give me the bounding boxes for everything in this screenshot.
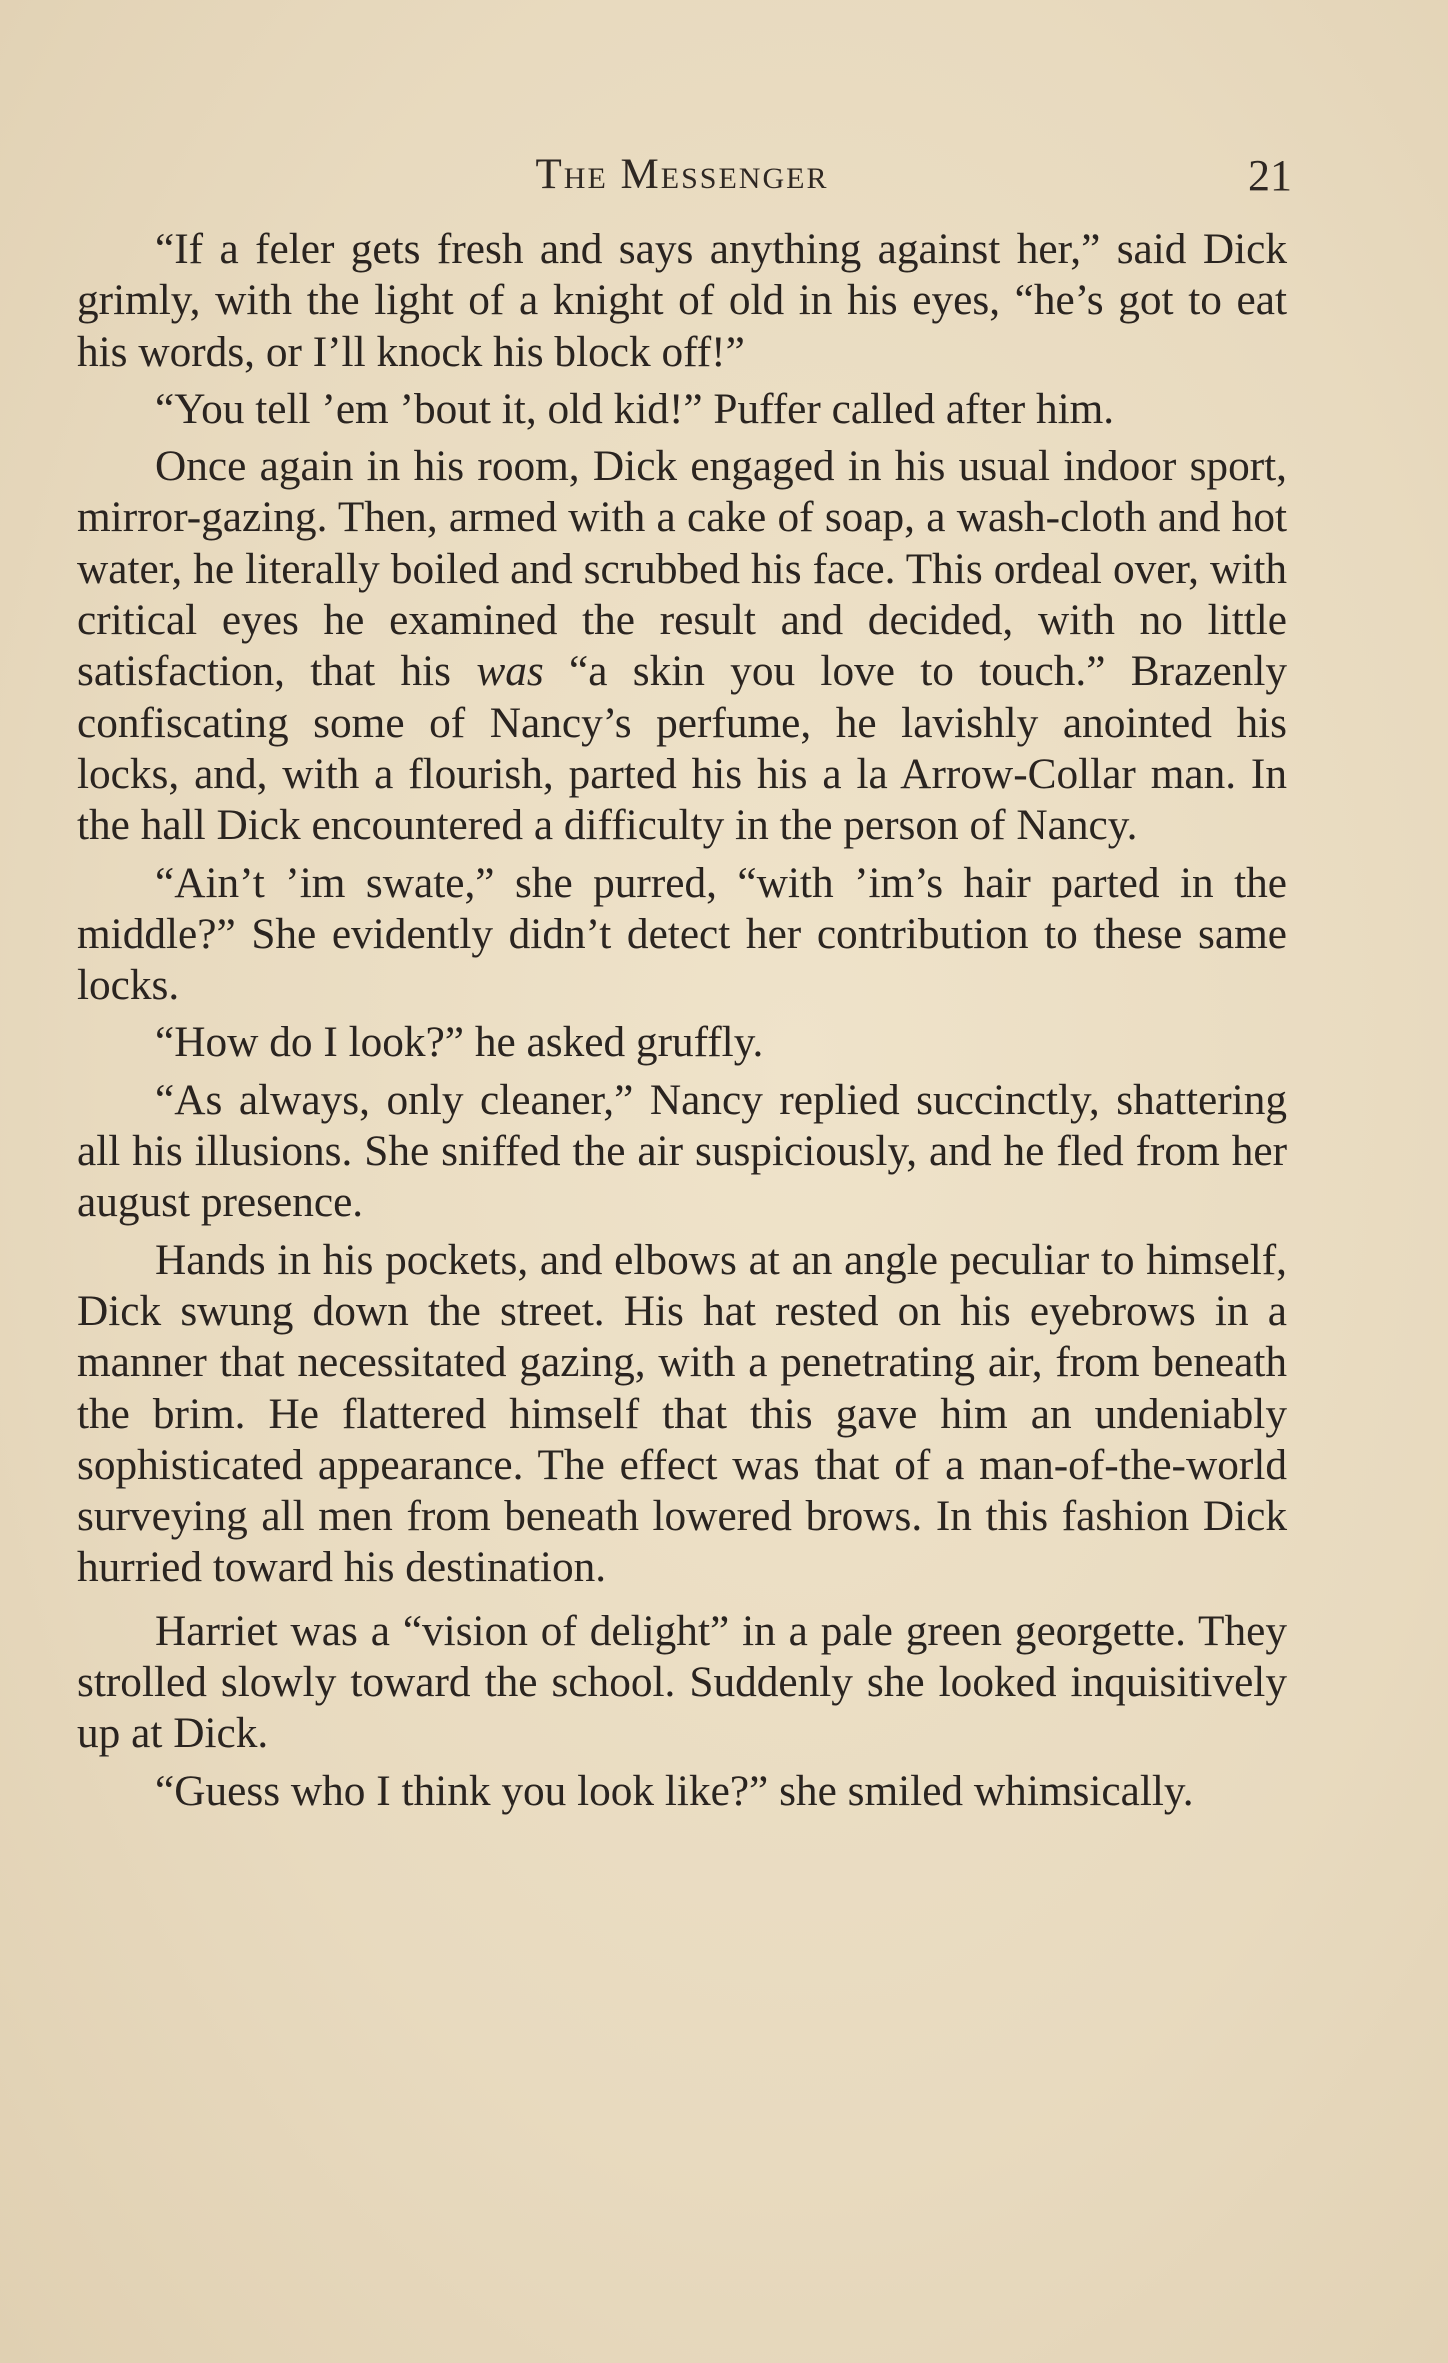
paragraph: “You tell ’em ’bout it, old kid!” Puffer called after him.: [155, 384, 1115, 433]
paragraph: Once again in his room, Dick engaged in his usual indoor sport, mirror-gazing. Then, armed with a cake of soap, a wash-cloth and hot water, he literally boiled and scrubbed his face. This ordeal over, with critical eyes he examined the result and decided, with no little satisfaction, that his was “a skin you love to touch.” Brazenly confiscating some of Nancy’s perfume, he lavishly anointed his locks, and, with a flourish, parted his his a la Arrow-Collar man. In the hall Dick encountered a difficulty in the person of Nancy.: [77, 442, 1287, 850]
paragraph: Hands in his pockets, and elbows at an angle peculiar to himself, Dick swung down the street. His hat rested on his eyebrows in a manner that necessitated gazing, with a penetrating air, from beneath the brim. He flattered himself that this gave him an undeniably sophisticated appearance. The effect was that of a man-of-the-world surveying all men from beneath lowered brows. In this fashion Dick hurried toward his destination.: [77, 1235, 1287, 1592]
running-head: [77, 150, 1292, 210]
paragraph: “How do I look?” he asked gruffly.: [155, 1018, 764, 1067]
emphasis: was: [476, 647, 544, 696]
paragraph: “Guess who I think you look like?” she smiled whimsically.: [155, 1766, 1194, 1815]
paragraph: “If a feler gets fresh and says anything against her,” said Dick grimly, with the light of a knight of old in his eyes, “he’s got to eat his words, or I’ll knock his block off!”: [77, 225, 1287, 376]
paragraph: “Ain’t ’im swate,” she purred, “with ’im’s hair parted in the middle?” She evidently didn’t detect her contribution to these same locks.: [77, 858, 1287, 1010]
running-title: The Messenger: [535, 151, 829, 198]
paragraph: Harriet was a “vision of delight” in a pale green georgette. They strolled slowly toward the school. Suddenly she looked inquisitively up at Dick.: [77, 1606, 1287, 1758]
body-text: [77, 224, 1287, 1817]
paragraph: “As always, only cleaner,” Nancy replied succinctly, shattering all his illusions. She sniffed the air suspiciously, and he fled from her august presence.: [77, 1075, 1287, 1227]
book-page: [77, 150, 1292, 1823]
page-number: 21: [1248, 151, 1292, 200]
